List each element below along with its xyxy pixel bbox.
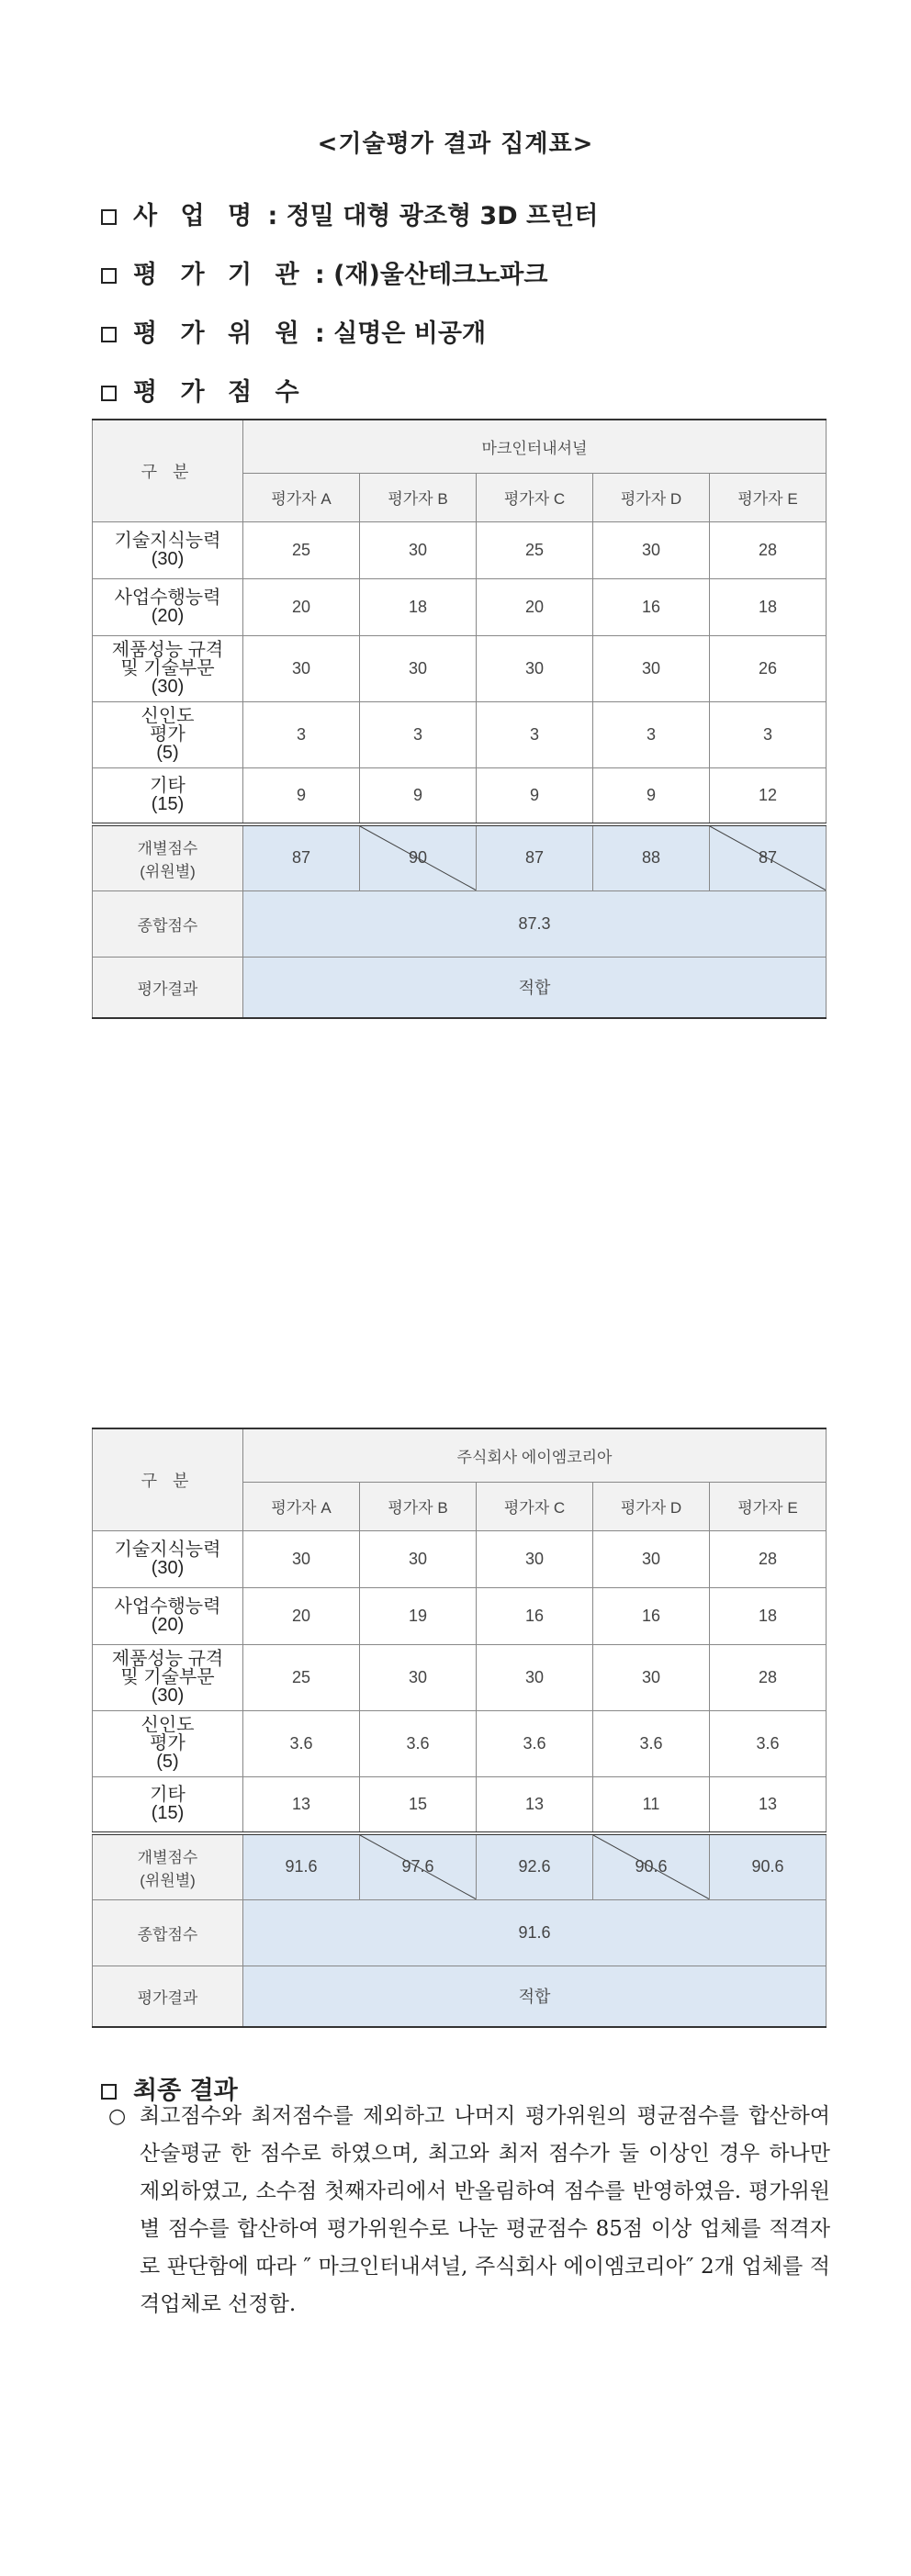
table-row <box>93 824 827 890</box>
total-score-value: 91.6 <box>243 1899 827 1966</box>
company-name-header: 주식회사 에이엠코리아 <box>243 1428 827 1482</box>
score-cell: 3 <box>593 701 710 767</box>
score-cell: 30 <box>360 1644 477 1710</box>
individual-score-cell-excluded: 97.6 <box>360 1833 477 1899</box>
table-row <box>93 578 827 635</box>
score-cell: 30 <box>360 521 477 578</box>
business-label: 사 업 명 <box>133 202 260 230</box>
score-cell: 30 <box>243 1530 360 1587</box>
criterion-business-ability: 사업수행능력 (20) <box>93 578 243 635</box>
table-row <box>93 1530 827 1587</box>
score-cell: 9 <box>477 767 593 824</box>
table-row <box>93 1644 827 1710</box>
table-row <box>93 767 827 824</box>
business-name-line: 사 업 명 : 정밀 대형 광조형 3D 프린터 <box>101 196 598 231</box>
table-row <box>93 701 827 767</box>
score-cell: 30 <box>477 1644 593 1710</box>
individual-score-cell-excluded: 90 <box>360 824 477 890</box>
score-cell: 11 <box>593 1776 710 1833</box>
table-row <box>93 1966 827 2027</box>
committee-label: 평 가 위 원 <box>133 319 307 348</box>
score-cell: 3.6 <box>593 1710 710 1776</box>
individual-score-cell: 87 <box>477 824 593 890</box>
result-value: 적합 <box>243 957 827 1018</box>
checkbox-square-icon <box>101 327 117 342</box>
total-score-value: 87.3 <box>243 890 827 957</box>
evaluator-b-header: 평가자 B <box>360 473 477 521</box>
score-cell: 9 <box>593 767 710 824</box>
table-row <box>93 1899 827 1966</box>
score-cell: 9 <box>360 767 477 824</box>
result-label: 평가결과 <box>93 1966 243 2027</box>
table-row <box>93 957 827 1018</box>
score-cell: 3 <box>477 701 593 767</box>
score-cell: 12 <box>710 767 827 824</box>
score-cell: 30 <box>593 521 710 578</box>
table-row <box>93 1776 827 1833</box>
total-score-label: 종합점수 <box>93 1899 243 1966</box>
score-cell: 3 <box>710 701 827 767</box>
result-value: 적합 <box>243 1966 827 2027</box>
score-cell: 30 <box>477 1530 593 1587</box>
score-cell: 30 <box>593 635 710 701</box>
criterion-credibility: 신인도 평가 (5) <box>93 1710 243 1776</box>
score-label: 평 가 점 수 <box>133 378 307 407</box>
score-cell: 25 <box>243 521 360 578</box>
table-row <box>93 1587 827 1644</box>
score-cell: 30 <box>360 1530 477 1587</box>
evaluator-d-header: 평가자 D <box>593 473 710 521</box>
total-score-label: 종합점수 <box>93 890 243 957</box>
evaluator-d-header: 평가자 D <box>593 1482 710 1530</box>
circle-bullet-icon: ○ <box>108 2105 127 2128</box>
individual-score-cell: 87 <box>243 824 360 890</box>
score-cell: 13 <box>477 1776 593 1833</box>
checkbox-square-icon <box>101 386 117 401</box>
agency-label: 평 가 기 관 <box>133 261 307 289</box>
table-row <box>93 1710 827 1776</box>
score-cell: 15 <box>360 1776 477 1833</box>
criterion-credibility: 신인도 평가 (5) <box>93 701 243 767</box>
score-cell: 3.6 <box>243 1710 360 1776</box>
criterion-tech-knowledge: 기술지식능력 (30) <box>93 1530 243 1587</box>
score-cell: 9 <box>243 767 360 824</box>
evaluator-e-header: 평가자 E <box>710 473 827 521</box>
score-cell: 3.6 <box>477 1710 593 1776</box>
criterion-product-performance: 제품성능 규격 및 기술부문 (30) <box>93 635 243 701</box>
evaluator-b-header: 평가자 B <box>360 1482 477 1530</box>
score-cell: 20 <box>477 578 593 635</box>
score-cell: 3 <box>360 701 477 767</box>
agency-line: 평 가 기 관 : (재)울산테크노파크 <box>101 254 547 290</box>
score-cell: 26 <box>710 635 827 701</box>
score-cell: 30 <box>243 635 360 701</box>
evaluator-a-header: 평가자 A <box>243 473 360 521</box>
result-label: 평가결과 <box>93 957 243 1018</box>
business-value: 정밀 대형 광조형 3D 프린터 <box>286 202 599 230</box>
score-cell: 16 <box>593 1587 710 1644</box>
score-table-am-korea <box>92 1428 827 2028</box>
committee-line: 평 가 위 원 : 실명은 비공개 <box>101 313 486 349</box>
score-cell: 18 <box>360 578 477 635</box>
score-cell: 25 <box>243 1644 360 1710</box>
score-cell: 28 <box>710 521 827 578</box>
score-table-mark-international <box>92 419 827 1019</box>
final-result-text: 최고점수와 최저점수를 제외하고 나머지 평가위원의 평균점수를 합산하여 산술평균 한 점수로 하였으며, 최고와 최저 점수가 둘 이상인 경우 하나만 제외하였고, 소수점 첫째자리에서 반올림하여 점수를 반영하였음. 평가위원별 점수를 합산하여 평가위원수로 나눈 평균점수 85점 이상 업체를 적격자로 판단함에 따라 ″ 마크인터내셔널, 주식회사 에이엠코리아″ 2개 업체를 적격업체로 선정함. <box>140 2104 830 2316</box>
checkbox-square-icon <box>101 209 117 225</box>
checkbox-square-icon <box>101 268 117 284</box>
individual-score-cell-excluded: 90.6 <box>593 1833 710 1899</box>
table-row <box>93 521 827 578</box>
score-cell: 30 <box>360 635 477 701</box>
score-cell: 18 <box>710 1587 827 1644</box>
score-cell: 18 <box>710 578 827 635</box>
score-cell: 25 <box>477 521 593 578</box>
individual-score-label: 개별점수 (위원별) <box>93 1833 243 1899</box>
score-cell: 3 <box>243 701 360 767</box>
individual-score-cell: 88 <box>593 824 710 890</box>
criterion-tech-knowledge: 기술지식능력 (30) <box>93 521 243 578</box>
score-cell: 19 <box>360 1587 477 1644</box>
individual-score-cell: 91.6 <box>243 1833 360 1899</box>
score-cell: 20 <box>243 578 360 635</box>
final-result-heading: 최종 결과 <box>101 2070 238 2106</box>
evaluator-c-header: 평가자 C <box>477 1482 593 1530</box>
individual-score-label: 개별점수 (위원별) <box>93 824 243 890</box>
evaluator-e-header: 평가자 E <box>710 1482 827 1530</box>
gubun-header: 구 분 <box>93 1428 243 1530</box>
individual-score-cell: 90.6 <box>710 1833 827 1899</box>
criterion-business-ability: 사업수행능력 (20) <box>93 1587 243 1644</box>
score-cell: 30 <box>593 1530 710 1587</box>
document-title: <기술평가 결과 집계표> <box>317 130 594 158</box>
score-cell: 3.6 <box>360 1710 477 1776</box>
score-cell: 13 <box>243 1776 360 1833</box>
evaluator-c-header: 평가자 C <box>477 473 593 521</box>
score-cell: 28 <box>710 1530 827 1587</box>
gubun-header: 구 분 <box>93 420 243 521</box>
criterion-etc: 기타 (15) <box>93 1776 243 1833</box>
score-heading-line <box>101 372 307 408</box>
table-row <box>93 1833 827 1899</box>
company-name-header: 마크인터내셔널 <box>243 420 827 473</box>
score-cell: 3.6 <box>710 1710 827 1776</box>
criterion-etc: 기타 (15) <box>93 767 243 824</box>
score-cell: 13 <box>710 1776 827 1833</box>
table-row <box>93 890 827 957</box>
individual-score-cell: 92.6 <box>477 1833 593 1899</box>
criterion-product-performance: 제품성능 규격 및 기술부문 (30) <box>93 1644 243 1710</box>
score-cell: 30 <box>593 1644 710 1710</box>
individual-score-cell-excluded: 87 <box>710 824 827 890</box>
table-row <box>93 635 827 701</box>
committee-value: 실명은 비공개 <box>333 319 487 348</box>
evaluator-a-header: 평가자 A <box>243 1482 360 1530</box>
agency-value: (재)울산테크노파크 <box>333 261 548 289</box>
score-cell: 28 <box>710 1644 827 1710</box>
score-cell: 30 <box>477 635 593 701</box>
score-cell: 16 <box>477 1587 593 1644</box>
score-cell: 16 <box>593 578 710 635</box>
score-cell: 20 <box>243 1587 360 1644</box>
